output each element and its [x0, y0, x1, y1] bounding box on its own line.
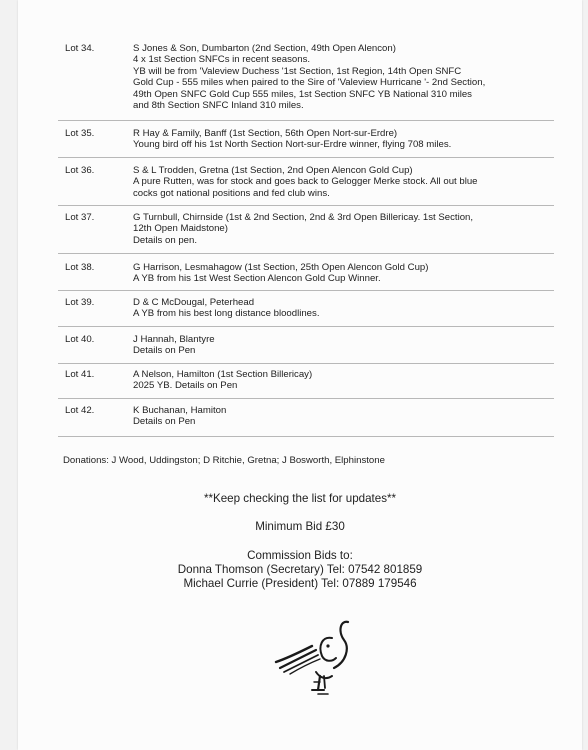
document-page: [18, 0, 582, 750]
lot-line: A Nelson, Hamilton (1st Section Billericay): [133, 369, 313, 380]
lot-line: cocks got national positions and fed club wins.: [133, 187, 330, 199]
lot-number: Lot 39.: [65, 297, 95, 308]
lot-details: [133, 334, 533, 357]
divider-line: [58, 120, 554, 121]
updates-note: **Keep checking the list for updates**: [203, 492, 397, 505]
lot-line: Young bird off his 1st North Section Nort-sur-Erdre winner, flying 708 miles.: [133, 139, 452, 151]
lot-number: Lot 36.: [65, 165, 95, 176]
divider-line: [58, 436, 554, 437]
lot-number: Lot 37.: [65, 212, 95, 223]
lot-line: S Jones & Son, Dumbarton (2nd Section, 49th Open Alencon): [133, 43, 396, 54]
lot-line: K Buchanan, Hamiton: [133, 405, 227, 416]
divider-line: [58, 205, 554, 206]
divider-line: [58, 253, 554, 254]
divider-line: [58, 398, 554, 399]
lot-line: Gold Cup - 555 miles when paired to the Sire of 'Valeview Hurricane '- 2nd Section,: [133, 77, 486, 89]
lot-line: G Harrison, Lesmahagow (1st Section, 25th Open Alencon Gold Cup): [133, 262, 429, 273]
divider-line: [58, 363, 554, 364]
lot-details: [133, 262, 533, 285]
lot-line: Details on pen.: [133, 234, 197, 246]
lot-number: Lot 41.: [65, 369, 95, 380]
divider-line: [58, 290, 554, 291]
president-contact: Michael Currie (President) Tel: 07889 179546: [183, 577, 417, 590]
donations-text: Donations: J Wood, Uddingston; D Ritchie, Gretna; J Bosworth, Elphinstone: [63, 455, 385, 466]
lot-line: A YB from his 1st West Section Alencon Gold Cup Winner.: [133, 273, 381, 285]
pigeon-logo-icon: [268, 610, 358, 705]
lot-line: G Turnbull, Chirnside (1st & 2nd Section, 2nd & 3rd Open Billericay. 1st Section,: [133, 212, 474, 223]
lot-details: [133, 369, 533, 392]
lot-details: [133, 405, 533, 428]
lot-line: D & C McDougal, Peterhead: [133, 297, 255, 308]
lot-number: Lot 40.: [65, 334, 95, 345]
lot-line: S & L Trodden, Gretna (1st Section, 2nd Open Alencon Gold Cup): [133, 165, 413, 176]
lot-number: Lot 38.: [65, 262, 95, 273]
lot-details: [133, 212, 533, 246]
lot-line: R Hay & Family, Banff (1st Section, 56th Open Nort-sur-Erdre): [133, 128, 398, 139]
lot-details: [133, 297, 533, 320]
lot-line: and 8th Section SNFC Inland 310 miles.: [133, 100, 304, 112]
lot-details: [133, 165, 533, 199]
minimum-bid: Minimum Bid £30: [255, 520, 345, 533]
lot-number: Lot 35.: [65, 128, 95, 139]
lot-line: J Hannah, Blantyre: [133, 334, 215, 345]
lot-line: Details on Pen: [133, 416, 196, 428]
lot-number: Lot 42.: [65, 405, 95, 416]
lot-details: [133, 128, 533, 151]
lot-line: 49th Open SNFC Gold Cup 555 miles, 1st Section SNFC YB National 310 miles: [133, 88, 472, 100]
lot-line: Details on Pen: [133, 345, 196, 357]
divider-line: [58, 326, 554, 327]
lot-number: Lot 34.: [65, 43, 95, 54]
lot-details: [133, 43, 533, 111]
lot-line: 2025 YB. Details on Pen: [133, 380, 238, 392]
commission-heading: Commission Bids to:: [247, 549, 353, 562]
divider-line: [58, 157, 554, 158]
lot-line: 4 x 1st Section SNFCs in recent seasons.: [133, 54, 311, 66]
lot-line: 12th Open Maidstone): [133, 223, 228, 235]
lot-line: YB will be from 'Valeview Duchess '1st Section, 1st Region, 14th Open SNFC: [133, 65, 462, 77]
secretary-contact: Donna Thomson (Secretary) Tel: 07542 801859: [177, 563, 423, 576]
lot-line: A YB from his best long distance bloodlines.: [133, 308, 320, 320]
lot-line: A pure Rutten, was for stock and goes back to Gelogger Merke stock. All out blue: [133, 176, 478, 188]
